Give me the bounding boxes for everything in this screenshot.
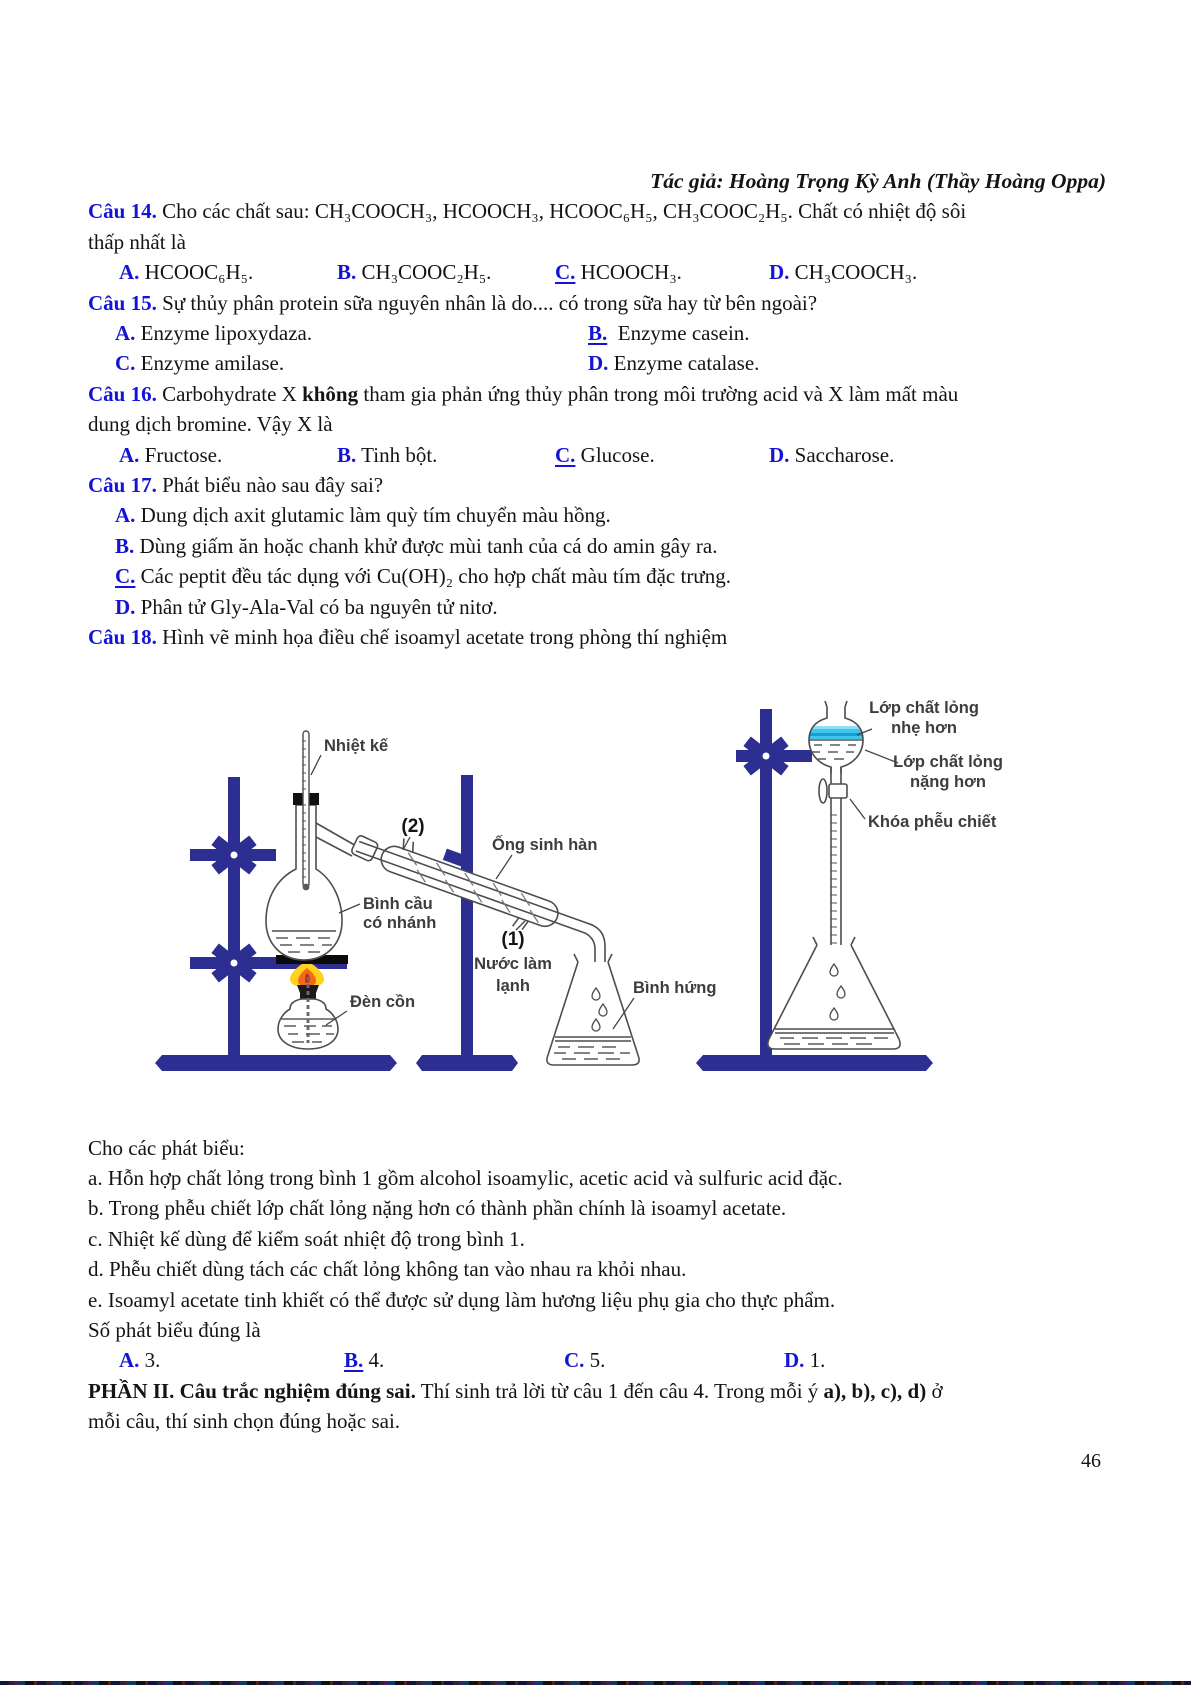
num1-label: (1) [501,928,525,950]
condenser-label: Ống sinh hàn [492,835,598,854]
stopcock [819,779,847,803]
option-a: A. Enzyme lipoxydaza. [115,321,313,346]
part2-heading-cont: mỗi câu, thí sinh chọn đúng hoặc sai. [88,1409,401,1434]
option-c: C. 5. [564,1348,606,1373]
receiver-label: Bình hứng [633,978,717,997]
question-16-text-cont: dung dịch bromine. Vậy X là [88,412,333,437]
question-16-label: Câu 16. [88,381,157,406]
option-d: D. CH₃COOCH₃. [769,260,918,285]
statement-e: e. Isoamyl acetate tinh khiết có thể được sử dụng làm hương liệu phụ gia cho thực phẩm. [88,1287,836,1312]
page-number: 46 [1081,1450,1101,1472]
funnel-layers [807,726,865,759]
question-14-text: Cho các chất sau: CH₃COOCH₃, HCOOCH₃, HCOOC₆H₅, CH₃COOC₂H₅. Chất có nhiệt độ sôi [156,199,967,224]
question-18-label: Câu 18. [88,625,157,650]
option-b: B. Dùng giấm ăn hoặc chanh khử được mùi tanh của cá do amin gây ra. [115,533,718,558]
lamp-label: Đèn cồn [350,992,416,1011]
option-d: D. Phân tử Gly-Ala-Val có ba nguyên tử nitơ. [115,594,498,619]
page-content [88,166,1106,1437]
author-line: Tác giả: Hoàng Trọng Kỳ Anh (Thầy Hoàng Oppa) [650,169,1106,193]
flask-label-1: Bình cầu [363,894,433,913]
thermometer-label: Nhiệt kế [324,736,389,755]
final-flask [768,937,900,1049]
question-14-options [88,257,1106,287]
separating-funnel [807,701,865,957]
lab-apparatus-diagram [100,647,1050,1127]
question-14-text-cont: thấp nhất là [88,229,186,254]
statements-conclusion: Số phát biểu đúng là [88,1317,261,1342]
option-d: D. Enzyme catalase. [588,351,760,376]
statements-intro: Cho các phát biểu: [88,1135,245,1160]
option-b: B. CH₃COOC₂H₅. [337,260,492,285]
question-15-label: Câu 15. [88,290,157,315]
question-15-text: Sự thủy phân protein sữa nguyên nhân là do.... có trong sữa hay từ bên ngoài? [156,290,818,315]
lighter-layer-label-2: nhẹ hơn [891,718,957,737]
stopcock-label: Khóa phễu chiết [868,812,997,831]
option-c: C. Glucose. [555,442,655,467]
question-17: Câu 17. Phát biểu nào sau đây sai? [88,473,384,498]
receiving-flask [547,954,639,1065]
question-16: Câu 16. Carbohydrate X không tham gia phản ứng thủy phân trong môi trường acid và X làm mất màu [88,381,959,406]
statement-c: c. Nhiệt kế dùng để kiểm soát nhiệt độ trong bình 1. [88,1226,525,1251]
option-a: A. Dung dịch axit glutamic làm quỳ tím chuyển màu hồng. [115,503,611,528]
option-d: D. Saccharose. [769,442,895,467]
question-15 [88,288,1106,318]
option-a: A. Fructose. [119,442,223,467]
part2-heading: PHẦN II. Câu trắc nghiệm đúng sai. Thí sinh trả lời từ câu 1 đến câu 4. Trong mỗi ý a), b), c), d) ở [88,1378,943,1403]
thermometer [303,731,310,890]
question-15-options-row2 [88,348,1106,378]
cooling-water-label-1: Nước làm [474,954,552,973]
question-14-label: Câu 14. [88,199,157,224]
question-18: Câu 18. Hình vẽ minh họa điều chế isoamyl acetate trong phòng thí nghiệm [88,625,728,650]
statement-d: d. Phễu chiết dùng tách các chất lỏng không tan vào nhau ra khỏi nhau. [88,1257,687,1282]
option-c: C. Enzyme amilase. [115,351,285,376]
option-b: B. Enzyme casein. [588,321,750,346]
option-b: B. Tinh bột. [337,442,438,467]
question-16-options [88,440,1106,470]
statement-b: b. Trong phễu chiết lớp chất lỏng nặng hơn có thành phần chính là isoamyl acetate. [88,1196,787,1221]
flask-label-2: có nhánh [363,913,437,932]
question-17-label: Câu 17. [88,473,157,498]
lighter-layer-label-1: Lớp chất lỏng [869,698,979,717]
option-c: C. Các peptit đều tác dụng với Cu(OH)₂ cho hợp chất màu tím đặc trưng. [115,564,731,589]
option-b: B. 4. [344,1348,385,1373]
question-14 [88,196,1106,226]
statement-a: a. Hỗn hợp chất lỏng trong bình 1 gồm alcohol isoamylic, acetic acid và sulfuric acid đặc. [88,1165,843,1190]
option-c: C. HCOOCH₃. [555,260,682,285]
option-a: A. 3. [119,1348,161,1373]
question-18-options [88,1345,1106,1375]
alcohol-lamp [276,955,348,1049]
num2-label: (2) [401,815,425,837]
heavier-layer-label-2: nặng hơn [910,772,986,791]
round-bottom-flask [266,731,358,960]
bottom-decorative-line [0,1681,1191,1685]
option-a: A. HCOOC₆H₅. [119,260,254,285]
cooling-water-label-2: lạnh [496,976,530,995]
option-d: D. 1. [784,1348,826,1373]
heavier-layer-label-1: Lớp chất lỏng [893,752,1003,771]
question-15-options-row1 [88,318,1106,348]
